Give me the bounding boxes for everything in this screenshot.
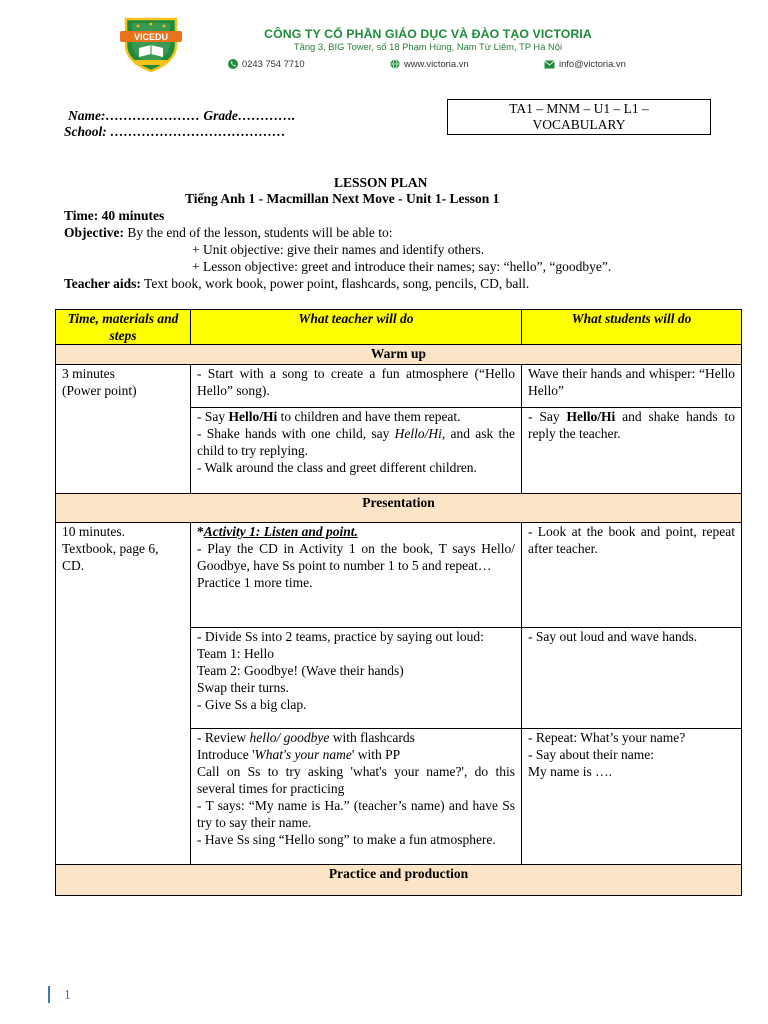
- company-logo: [118, 15, 184, 73]
- email-address: info@victoria.vn: [559, 58, 626, 69]
- phone-icon: [228, 59, 238, 69]
- text-run: Hello/Hi,: [394, 426, 446, 441]
- section-row-presentation: [56, 494, 742, 523]
- text-run: What's your name: [254, 747, 352, 762]
- school-line: School: …………………………………: [64, 124, 286, 139]
- text-run: 3 minutes: [62, 366, 115, 381]
- mail-icon: [544, 60, 555, 69]
- text-line: [197, 679, 515, 696]
- globe-icon: [390, 59, 400, 69]
- text-run: Hello/Hi: [228, 409, 278, 424]
- objective-text: By the end of the lesson, students will be able to:: [123, 225, 393, 240]
- text-run: - Review: [197, 730, 250, 745]
- text-line: [62, 382, 184, 399]
- text-run: ' with PP: [351, 747, 401, 762]
- text-line: [62, 523, 184, 540]
- plan-objective: [64, 224, 392, 241]
- text-line: [197, 696, 515, 713]
- text-line: [197, 831, 515, 848]
- text-line: [62, 540, 184, 574]
- text-line: [197, 540, 515, 574]
- text-run: Call on Ss to try asking 'what's your name?', do this several times for practicing: [197, 764, 515, 796]
- students-cell: [522, 408, 742, 494]
- text-run: - Divide Ss into 2 teams, practice by saying out loud:: [197, 629, 484, 644]
- text-run: - Have Ss sing “Hello song” to make a fun atmosphere.: [197, 832, 496, 847]
- lesson-code-box: [447, 99, 711, 135]
- text-run: Textbook, page 6, CD.: [62, 541, 159, 573]
- lesson-code-line: TA1 – MNM – U1 – L1 –: [509, 101, 649, 116]
- aids-text: Text book, work book, power point, flashcards, song, pencils, CD, ball.: [140, 276, 530, 291]
- teacher-cell: [191, 729, 522, 865]
- text-run: - Start with a song to create a fun atmosphere (“Hello Hello” song).: [197, 366, 515, 398]
- text-run: My name is ….: [528, 764, 612, 779]
- text-run: Team 1: Hello: [197, 646, 275, 661]
- table-row: [56, 523, 742, 628]
- lesson-plan-table: [55, 309, 742, 896]
- text-line: [197, 645, 515, 662]
- section-row-practice: [56, 865, 742, 896]
- teacher-cell: [191, 365, 522, 408]
- text-run: Hello/Hi: [566, 409, 616, 424]
- company-address: Tầng 3, BIG Tower, số 18 Phạm Hùng, Nam Từ Liêm, TP Hà Nội: [293, 41, 563, 52]
- company-name: CÔNG TY CỔ PHẦN GIÁO DỤC VÀ ĐÀO TẠO VICTORIA: [264, 27, 592, 41]
- page-number: 1: [64, 987, 71, 1002]
- plan-time: Time: 40 minutes: [64, 208, 165, 223]
- unit-objective: + Unit objective: give their names and identify others.: [192, 242, 485, 257]
- text-run: hello/ goodbye: [249, 730, 330, 745]
- text-line: [528, 365, 735, 399]
- plan-title: LESSON PLAN: [334, 175, 428, 190]
- text-run: - Say out loud and wave hands.: [528, 629, 698, 644]
- text-run: - T says: “My name is Ha.” (teacher’s name) and have Ss try to say their name.: [197, 798, 515, 830]
- teacher-cell: [191, 408, 522, 494]
- text-run: Team 2: Goodbye! (Wave their hands): [197, 663, 404, 678]
- text-line: [197, 662, 515, 679]
- students-cell: [522, 628, 742, 729]
- text-run: Practice 1 more time.: [197, 575, 313, 590]
- header-time: Time, materials and steps: [56, 310, 191, 345]
- text-run: to children and have them repeat.: [277, 409, 461, 424]
- text-run: - Shake hands with one child, say: [197, 426, 395, 441]
- text-run: - Look at the book and point, repeat after teacher.: [528, 524, 735, 556]
- students-cell: [522, 365, 742, 408]
- text-run: *: [197, 524, 204, 539]
- text-line: [528, 523, 735, 557]
- students-cell: [522, 523, 742, 628]
- text-run: - Say about their name:: [528, 747, 654, 762]
- text-line: [197, 459, 515, 476]
- text-line: [528, 763, 735, 780]
- text-line: [197, 763, 515, 797]
- phone-number: 0243 754 7710: [242, 58, 305, 69]
- text-line: [197, 797, 515, 831]
- aids-label: Teacher aids:: [64, 276, 141, 291]
- section-row-warm-up: [56, 345, 742, 365]
- text-run: - Play the CD in Activity 1 on the book, T says Hello/ Goodbye, have Ss point to number 1 to 5 and repeat…: [197, 541, 515, 573]
- text-run: and shake hands to reply the teacher.: [528, 409, 736, 441]
- text-line: [197, 425, 515, 459]
- text-run: - Repeat: What’s your name?: [528, 730, 686, 745]
- plan-subtitle: Tiếng Anh 1 - Macmillan Next Move - Unit 1- Lesson 1: [185, 191, 500, 206]
- section-title: Presentation: [56, 494, 742, 523]
- text-line: [528, 408, 735, 442]
- text-run: - Say: [528, 409, 567, 424]
- text-line: [528, 746, 735, 763]
- contact-phone: [228, 57, 305, 70]
- students-cell: [522, 729, 742, 865]
- text-run: 10 minutes.: [62, 524, 125, 539]
- header-teacher: What teacher will do: [191, 310, 522, 345]
- text-line: [197, 574, 515, 591]
- lesson-code-line: VOCABULARY: [532, 117, 626, 132]
- text-line: [197, 365, 515, 399]
- text-line: [62, 365, 184, 382]
- text-run: Activity 1: Listen and point.: [203, 524, 358, 539]
- text-line: [528, 729, 735, 746]
- time-cell: [56, 523, 191, 865]
- text-line: [197, 729, 515, 746]
- time-cell: [56, 365, 191, 494]
- contact-website: [390, 57, 469, 70]
- contact-email: [544, 57, 626, 70]
- name-grade-line: Name:………………… Grade………….: [68, 108, 296, 123]
- lesson-objective: + Lesson objective: greet and introduce their names; say: “hello”, “goodbye”.: [192, 259, 612, 274]
- website-url: www.victoria.vn: [404, 58, 469, 69]
- text-line: [197, 523, 515, 540]
- text-run: and ask the child to try replying.: [197, 426, 515, 458]
- text-line: [197, 408, 515, 425]
- table-header-row: [56, 310, 742, 345]
- logo-wordmark: VICEDU: [133, 31, 169, 42]
- text-line: [528, 628, 735, 645]
- header-students: What students will do: [522, 310, 742, 345]
- page-number-bar: [48, 986, 50, 1003]
- section-title: Warm up: [56, 345, 742, 365]
- text-run: Wave their hands and whisper: “Hello Hello”: [528, 366, 735, 398]
- text-run: Swap their turns.: [197, 680, 289, 695]
- teacher-cell: [191, 628, 522, 729]
- table-row: [56, 365, 742, 408]
- objective-label: Objective:: [64, 225, 124, 240]
- text-run: Introduce ': [197, 747, 255, 762]
- text-run: - Say: [197, 409, 229, 424]
- section-title: Practice and production: [56, 865, 742, 896]
- teacher-cell: [191, 523, 522, 628]
- text-run: (Power point): [62, 383, 137, 398]
- text-run: - Give Ss a big clap.: [197, 697, 307, 712]
- text-run: - Walk around the class and greet different children.: [197, 460, 477, 475]
- text-line: [197, 746, 515, 763]
- plan-teacher-aids: [64, 275, 529, 292]
- text-line: [197, 628, 515, 645]
- text-run: with flashcards: [329, 730, 415, 745]
